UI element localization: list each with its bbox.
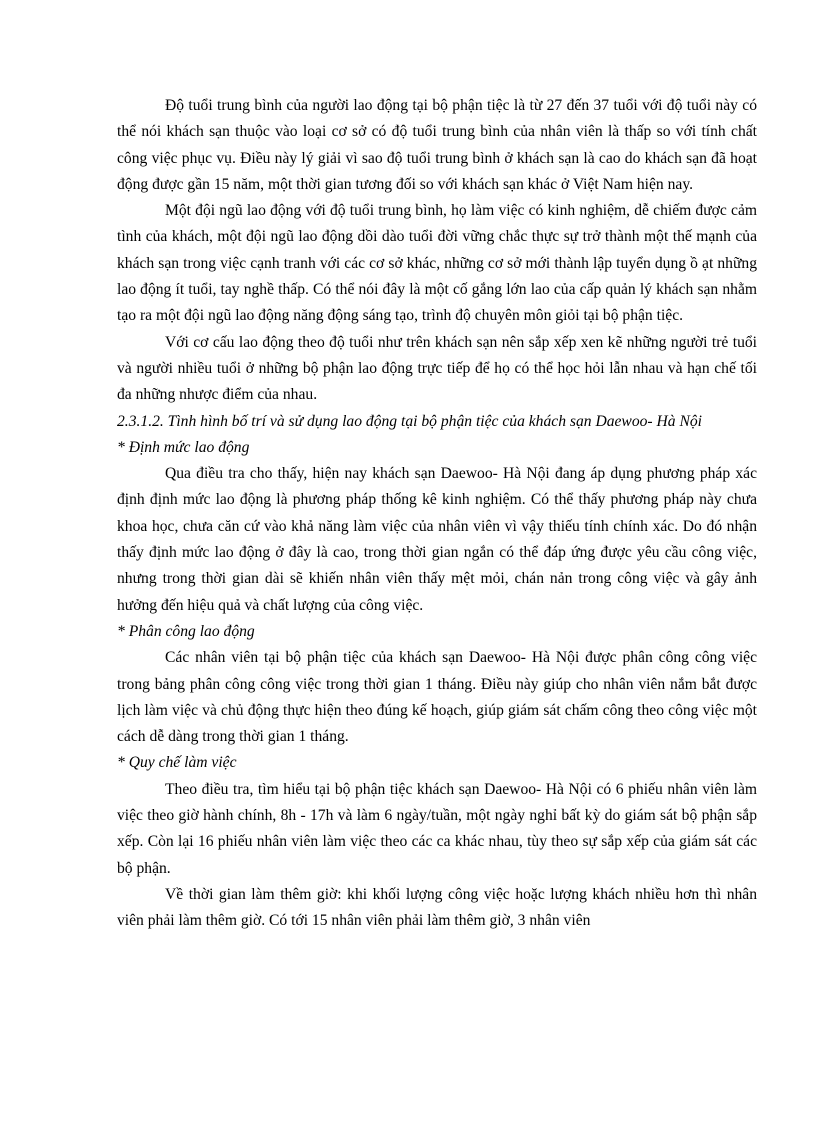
- paragraph-age-average: Độ tuổi trung bình của người lao động tại bộ phận tiệc là từ 27 đến 37 tuổi với độ tuổi này có thể nói khách sạn thuộc vào loại cơ sở có độ tuổi trung bình của nhân viên là thấp so với tính chất công việc phục vụ. Điều này lý giải vì sao độ tuổi trung bình ở khách sạn là cao do khách sạn đã hoạt động được gần 15 năm, một thời gian tương đối so với khách sạn khác ở Việt Nam hiện nay.: [117, 97, 757, 193]
- subheading-labor-assignment: * Phân công lao động: [117, 622, 255, 640]
- paragraph-work-regime: Theo điều tra, tìm hiểu tại bộ phận tiệc khách sạn Daewoo- Hà Nội có 6 phiếu nhân viên làm việc theo giờ hành chính, 8h - 17h và làm 6 ngày/tuần, một ngày nghỉ bất kỳ do giám sát bộ phận sắp xếp. Còn lại 16 phiếu nhân viên làm việc theo các ca khác nhau, tùy theo sự sắp xếp của giám sát các bộ phận.: [117, 780, 757, 877]
- paragraph-workforce-strength: Một đội ngũ lao động với độ tuổi trung bình, họ làm việc có kinh nghiệm, dễ chiếm được cảm tình của khách, một đội ngũ lao động dồi dào tuổi đời vững chắc thực sự trở thành một thế mạnh của khách sạn trong việc cạnh tranh với các cơ sở khác, những cơ sở mới thành lập tuyển dụng ồ ạt những lao động ít tuổi, tay nghề thấp. Có thể nói đây là một cố gắng lớn lao của cấp quản lý khách sạn nhằm tạo ra một đội ngũ lao động năng động sáng tạo, trình độ chuyên môn giỏi tại bộ phận tiệc.: [117, 202, 757, 325]
- document-page: [117, 93, 757, 935]
- paragraph-overtime: Về thời gian làm thêm giờ: khi khối lượng công việc hoặc lượng khách nhiều hơn thì nhân viên phải làm thêm giờ. Có tới 15 nhân viên phải làm thêm giờ, 3 nhân viên: [117, 885, 757, 930]
- paragraph-age-arrangement: Với cơ cấu lao động theo độ tuổi như trên khách sạn nên sắp xếp xen kẽ những người trẻ tuổi và người nhiều tuổi ở những bộ phận lao động trực tiếp để họ có thể học hỏi lẫn nhau và hạn chế tối đa những nhược điểm của nhau.: [117, 333, 757, 404]
- subheading-work-regime: * Quy chế làm việc: [117, 754, 237, 772]
- section-heading: 2.3.1.2. Tình hình bố trí và sử dụng lao động tại bộ phận tiệc của khách sạn Daewoo- Hà Nội: [117, 412, 703, 430]
- subheading-labor-norm: * Định mức lao động: [117, 438, 250, 456]
- paragraph-labor-norm: Qua điều tra cho thấy, hiện nay khách sạn Daewoo- Hà Nội đang áp dụng phương pháp xác định định mức lao động là phương pháp thống kê kinh nghiệm. Có thể thấy phương pháp này chưa khoa học, chưa căn cứ vào khả năng làm việc của nhân viên vì vậy thiếu tính chính xác. Do đó nhận thấy định mức lao động ở đây là cao, trong thời gian ngắn có thể đáp ứng được yêu cầu công việc, nhưng trong thời gian dài sẽ khiến nhân viên thấy mệt mỏi, chán nản trong công việc và gây ảnh hưởng đến hiệu quả và chất lượng của công việc.: [117, 465, 757, 614]
- paragraph-labor-assignment: Các nhân viên tại bộ phận tiệc của khách sạn Daewoo- Hà Nội được phân công công việc trong bảng phân công công việc trong thời gian 1 tháng. Điều này giúp cho nhân viên nắm bắt được lịch làm việc và chủ động thực hiện theo đúng kế hoạch, giúp giám sát chấm công theo công việc một cách dễ dàng trong thời gian 1 tháng.: [117, 649, 757, 746]
